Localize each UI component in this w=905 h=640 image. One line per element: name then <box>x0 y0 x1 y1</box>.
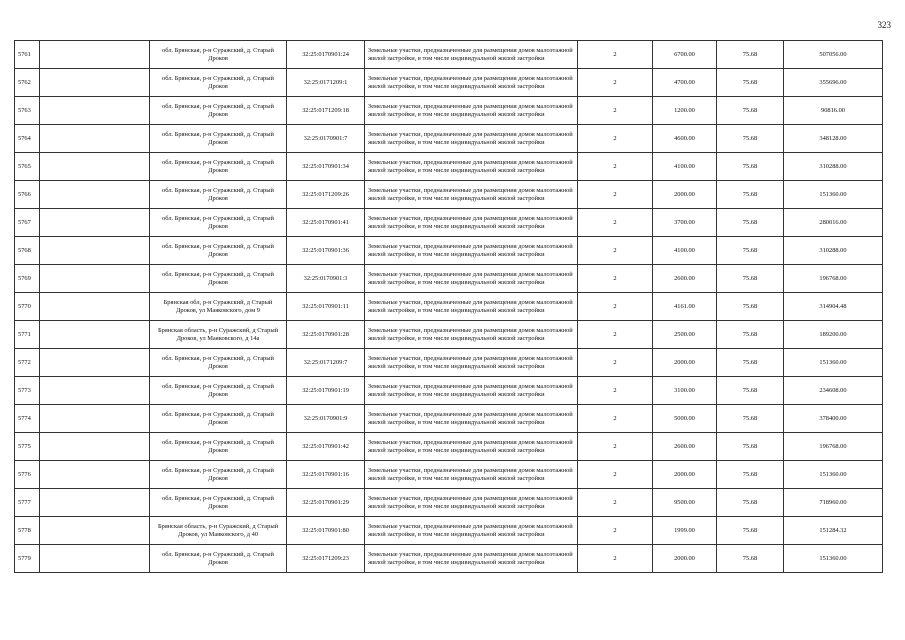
cadastral-value-cell: 507056.00 <box>784 41 883 69</box>
spacer-cell <box>40 265 150 293</box>
cadastral-number-cell: 32:25:0171209:26 <box>287 181 365 209</box>
row-number: 5769 <box>15 265 40 293</box>
cadastral-value-cell: 90816.00 <box>784 97 883 125</box>
cadastral-number-cell: 32:25:0170901:28 <box>287 321 365 349</box>
row-number: 5765 <box>15 153 40 181</box>
land-use-cell: Земельные участки, предназначенные для размещения домов малоэтажной жилой застройки, в том числе индивидуальной жилой застройки <box>365 237 578 265</box>
unit-rate-cell: 75.68 <box>717 97 784 125</box>
row-number: 5766 <box>15 181 40 209</box>
unit-rate-cell: 75.68 <box>717 489 784 517</box>
table-row <box>15 545 883 573</box>
cadastral-number-cell: 32:25:0170901:3 <box>287 265 365 293</box>
table-row <box>15 237 883 265</box>
land-use-cell: Земельные участки, предназначенные для размещения домов малоэтажной жилой застройки, в том числе индивидуальной жилой застройки <box>365 209 578 237</box>
cadastral-value-cell: 314904.48 <box>784 293 883 321</box>
area-cell: 5000.00 <box>653 405 717 433</box>
table-row <box>15 293 883 321</box>
spacer-cell <box>40 405 150 433</box>
cadastral-value-table <box>14 40 883 573</box>
address-cell: обл. Брянская, р-н Суражский, д. Старый Дроков <box>150 405 287 433</box>
spacer-cell <box>40 489 150 517</box>
address-cell: обл. Брянская, р-н Суражский, д. Старый Дроков <box>150 209 287 237</box>
area-cell: 4600.00 <box>653 125 717 153</box>
area-cell: 6700.00 <box>653 41 717 69</box>
cadastral-value-cell: 151360.00 <box>784 349 883 377</box>
land-use-cell: Земельные участки, предназначенные для размещения домов малоэтажной жилой застройки, в том числе индивидуальной жилой застройки <box>365 153 578 181</box>
spacer-cell <box>40 433 150 461</box>
category-code-cell: 2 <box>578 41 653 69</box>
land-use-cell: Земельные участки, предназначенные для размещения домов малоэтажной жилой застройки, в том числе индивидуальной жилой застройки <box>365 461 578 489</box>
land-use-cell: Земельные участки, предназначенные для размещения домов малоэтажной жилой застройки, в том числе индивидуальной жилой застройки <box>365 489 578 517</box>
land-use-cell: Земельные участки, предназначенные для размещения домов малоэтажной жилой застройки, в том числе индивидуальной жилой застройки <box>365 433 578 461</box>
address-cell: обл. Брянская, р-н Суражский, д. Старый Дроков <box>150 69 287 97</box>
row-number: 5761 <box>15 41 40 69</box>
cadastral-number-cell: 32:25:0170901:19 <box>287 377 365 405</box>
land-use-cell: Земельные участки, предназначенные для размещения домов малоэтажной жилой застройки, в том числе индивидуальной жилой застройки <box>365 181 578 209</box>
land-use-cell: Земельные участки, предназначенные для размещения домов малоэтажной жилой застройки, в том числе индивидуальной жилой застройки <box>365 545 578 573</box>
row-number: 5764 <box>15 125 40 153</box>
address-cell: обл. Брянская, р-н Суражский, д. Старый Дроков <box>150 489 287 517</box>
table-row <box>15 69 883 97</box>
address-cell: Брянская область, р-н Суражский, д Старый Дроков, ул Маяковского, д 40 <box>150 517 287 545</box>
area-cell: 2500.00 <box>653 321 717 349</box>
category-code-cell: 2 <box>578 517 653 545</box>
spacer-cell <box>40 41 150 69</box>
area-cell: 9500.00 <box>653 489 717 517</box>
spacer-cell <box>40 237 150 265</box>
cadastral-value-cell: 234608.00 <box>784 377 883 405</box>
category-code-cell: 2 <box>578 461 653 489</box>
table-row <box>15 181 883 209</box>
area-cell: 2600.00 <box>653 265 717 293</box>
row-number: 5775 <box>15 433 40 461</box>
spacer-cell <box>40 377 150 405</box>
cadastral-number-cell: 32:25:0170901:34 <box>287 153 365 181</box>
unit-rate-cell: 75.68 <box>717 69 784 97</box>
address-cell: обл. Брянская, р-н Суражский, д. Старый Дроков <box>150 41 287 69</box>
area-cell: 3100.00 <box>653 377 717 405</box>
cadastral-number-cell: 32:25:0170901:36 <box>287 237 365 265</box>
cadastral-number-cell: 32:25:0170901:7 <box>287 125 365 153</box>
address-cell: обл. Брянская, р-н Суражский, д. Старый Дроков <box>150 97 287 125</box>
spacer-cell <box>40 209 150 237</box>
table-row <box>15 209 883 237</box>
spacer-cell <box>40 517 150 545</box>
cadastral-value-cell: 348128.00 <box>784 125 883 153</box>
row-number: 5767 <box>15 209 40 237</box>
category-code-cell: 2 <box>578 349 653 377</box>
area-cell: 2600.00 <box>653 433 717 461</box>
spacer-cell <box>40 153 150 181</box>
table-row <box>15 377 883 405</box>
unit-rate-cell: 75.68 <box>717 461 784 489</box>
table-row <box>15 489 883 517</box>
address-cell: обл. Брянская, р-н Суражский, д. Старый Дроков <box>150 349 287 377</box>
unit-rate-cell: 75.68 <box>717 125 784 153</box>
row-number: 5771 <box>15 321 40 349</box>
row-number: 5762 <box>15 69 40 97</box>
land-use-cell: Земельные участки, предназначенные для размещения домов малоэтажной жилой застройки, в том числе индивидуальной жилой застройки <box>365 349 578 377</box>
cadastral-value-cell: 151284.32 <box>784 517 883 545</box>
cadastral-number-cell: 32:25:0171209:1 <box>287 69 365 97</box>
address-cell: обл. Брянская, р-н Суражский, д. Старый Дроков <box>150 461 287 489</box>
cadastral-value-cell: 355696.00 <box>784 69 883 97</box>
land-use-cell: Земельные участки, предназначенные для размещения домов малоэтажной жилой застройки, в том числе индивидуальной жилой застройки <box>365 377 578 405</box>
cadastral-value-cell: 151360.00 <box>784 545 883 573</box>
table-row <box>15 41 883 69</box>
row-number: 5772 <box>15 349 40 377</box>
address-cell: обл. Брянская, р-н Суражский, д. Старый Дроков <box>150 377 287 405</box>
cadastral-number-cell: 32:25:0170901:80 <box>287 517 365 545</box>
land-use-cell: Земельные участки, предназначенные для размещения домов малоэтажной жилой застройки, в том числе индивидуальной жилой застройки <box>365 265 578 293</box>
table-row <box>15 125 883 153</box>
category-code-cell: 2 <box>578 321 653 349</box>
unit-rate-cell: 75.68 <box>717 265 784 293</box>
spacer-cell <box>40 321 150 349</box>
land-use-cell: Земельные участки, предназначенные для размещения домов малоэтажной жилой застройки, в том числе индивидуальной жилой застройки <box>365 321 578 349</box>
land-use-cell: Земельные участки, предназначенные для размещения домов малоэтажной жилой застройки, в том числе индивидуальной жилой застройки <box>365 125 578 153</box>
category-code-cell: 2 <box>578 153 653 181</box>
area-cell: 4700.00 <box>653 69 717 97</box>
category-code-cell: 2 <box>578 125 653 153</box>
table-row <box>15 405 883 433</box>
unit-rate-cell: 75.68 <box>717 433 784 461</box>
cadastral-number-cell: 32:25:0171209:7 <box>287 349 365 377</box>
cadastral-number-cell: 32:25:0170901:11 <box>287 293 365 321</box>
cadastral-value-cell: 196768.00 <box>784 265 883 293</box>
address-cell: обл. Брянская, р-н Суражский, д. Старый Дроков <box>150 433 287 461</box>
table-row <box>15 517 883 545</box>
unit-rate-cell: 75.68 <box>717 405 784 433</box>
cadastral-value-cell: 378400.00 <box>784 405 883 433</box>
cadastral-number-cell: 32:25:0170901:29 <box>287 489 365 517</box>
category-code-cell: 2 <box>578 97 653 125</box>
cadastral-number-cell: 32:25:0170901:9 <box>287 405 365 433</box>
cadastral-number-cell: 32:25:0170901:24 <box>287 41 365 69</box>
area-cell: 3700.00 <box>653 209 717 237</box>
unit-rate-cell: 75.68 <box>717 293 784 321</box>
area-cell: 2000.00 <box>653 349 717 377</box>
spacer-cell <box>40 545 150 573</box>
cadastral-number-cell: 32:25:0170901:41 <box>287 209 365 237</box>
category-code-cell: 2 <box>578 69 653 97</box>
spacer-cell <box>40 181 150 209</box>
cadastral-value-cell: 189200.00 <box>784 321 883 349</box>
row-number: 5777 <box>15 489 40 517</box>
cadastral-number-cell: 32:25:0170901:42 <box>287 433 365 461</box>
page-number: 323 <box>877 20 891 30</box>
cadastral-value-cell: 151360.00 <box>784 461 883 489</box>
cadastral-number-cell: 32:25:0171209:23 <box>287 545 365 573</box>
land-use-cell: Земельные участки, предназначенные для размещения домов малоэтажной жилой застройки, в том числе индивидуальной жилой застройки <box>365 517 578 545</box>
cadastral-number-cell: 32:25:0171209:18 <box>287 97 365 125</box>
unit-rate-cell: 75.68 <box>717 41 784 69</box>
address-cell: обл. Брянская, р-н Суражский, д. Старый Дроков <box>150 545 287 573</box>
category-code-cell: 2 <box>578 265 653 293</box>
row-number: 5770 <box>15 293 40 321</box>
address-cell: обл. Брянская, р-н Суражский, д. Старый Дроков <box>150 153 287 181</box>
table-body <box>15 41 883 573</box>
unit-rate-cell: 75.68 <box>717 153 784 181</box>
cadastral-value-cell: 280016.00 <box>784 209 883 237</box>
land-use-cell: Земельные участки, предназначенные для размещения домов малоэтажной жилой застройки, в том числе индивидуальной жилой застройки <box>365 97 578 125</box>
land-use-cell: Земельные участки, предназначенные для размещения домов малоэтажной жилой застройки, в том числе индивидуальной жилой застройки <box>365 405 578 433</box>
address-cell: Брянская обл, р-н Суражский, д Старый Дроков, ул Маяковского, дом 9 <box>150 293 287 321</box>
cadastral-value-cell: 310288.00 <box>784 153 883 181</box>
area-cell: 2000.00 <box>653 461 717 489</box>
cadastral-value-cell: 310288.00 <box>784 237 883 265</box>
category-code-cell: 2 <box>578 489 653 517</box>
unit-rate-cell: 75.68 <box>717 209 784 237</box>
address-cell: обл. Брянская, р-н Суражский, д. Старый Дроков <box>150 265 287 293</box>
unit-rate-cell: 75.68 <box>717 377 784 405</box>
spacer-cell <box>40 125 150 153</box>
unit-rate-cell: 75.68 <box>717 545 784 573</box>
category-code-cell: 2 <box>578 181 653 209</box>
cadastral-number-cell: 32:25:0170901:16 <box>287 461 365 489</box>
category-code-cell: 2 <box>578 237 653 265</box>
area-cell: 1999.00 <box>653 517 717 545</box>
area-cell: 2000.00 <box>653 545 717 573</box>
category-code-cell: 2 <box>578 405 653 433</box>
address-cell: Брянская область, р-н Суражский, д Старый Дроков, ул Маяковского, д 14а <box>150 321 287 349</box>
land-use-cell: Земельные участки, предназначенные для размещения домов малоэтажной жилой застройки, в том числе индивидуальной жилой застройки <box>365 69 578 97</box>
table-row <box>15 349 883 377</box>
table-row <box>15 97 883 125</box>
spacer-cell <box>40 461 150 489</box>
area-cell: 4100.00 <box>653 153 717 181</box>
address-cell: обл. Брянская, р-н Суражский, д. Старый Дроков <box>150 237 287 265</box>
category-code-cell: 2 <box>578 209 653 237</box>
row-number: 5774 <box>15 405 40 433</box>
row-number: 5773 <box>15 377 40 405</box>
address-cell: обл. Брянская, р-н Суражский, д. Старый Дроков <box>150 125 287 153</box>
table-row <box>15 461 883 489</box>
unit-rate-cell: 75.68 <box>717 349 784 377</box>
category-code-cell: 2 <box>578 433 653 461</box>
table-row <box>15 153 883 181</box>
unit-rate-cell: 75.68 <box>717 517 784 545</box>
land-use-cell: Земельные участки, предназначенные для размещения домов малоэтажной жилой застройки, в том числе индивидуальной жилой застройки <box>365 41 578 69</box>
cadastral-value-cell: 196768.00 <box>784 433 883 461</box>
unit-rate-cell: 75.68 <box>717 321 784 349</box>
area-cell: 4100.00 <box>653 237 717 265</box>
unit-rate-cell: 75.68 <box>717 237 784 265</box>
row-number: 5763 <box>15 97 40 125</box>
area-cell: 1200.00 <box>653 97 717 125</box>
land-use-cell: Земельные участки, предназначенные для размещения домов малоэтажной жилой застройки, в том числе индивидуальной жилой застройки <box>365 293 578 321</box>
cadastral-value-cell: 151360.00 <box>784 181 883 209</box>
area-cell: 4161.00 <box>653 293 717 321</box>
category-code-cell: 2 <box>578 377 653 405</box>
row-number: 5768 <box>15 237 40 265</box>
table-row <box>15 433 883 461</box>
cadastral-value-cell: 718960.00 <box>784 489 883 517</box>
row-number: 5776 <box>15 461 40 489</box>
spacer-cell <box>40 69 150 97</box>
area-cell: 2000.00 <box>653 181 717 209</box>
address-cell: обл. Брянская, р-н Суражский, д. Старый Дроков <box>150 181 287 209</box>
category-code-cell: 2 <box>578 545 653 573</box>
unit-rate-cell: 75.68 <box>717 181 784 209</box>
spacer-cell <box>40 293 150 321</box>
row-number: 5779 <box>15 545 40 573</box>
table-row <box>15 265 883 293</box>
category-code-cell: 2 <box>578 293 653 321</box>
table-row <box>15 321 883 349</box>
row-number: 5778 <box>15 517 40 545</box>
spacer-cell <box>40 349 150 377</box>
spacer-cell <box>40 97 150 125</box>
